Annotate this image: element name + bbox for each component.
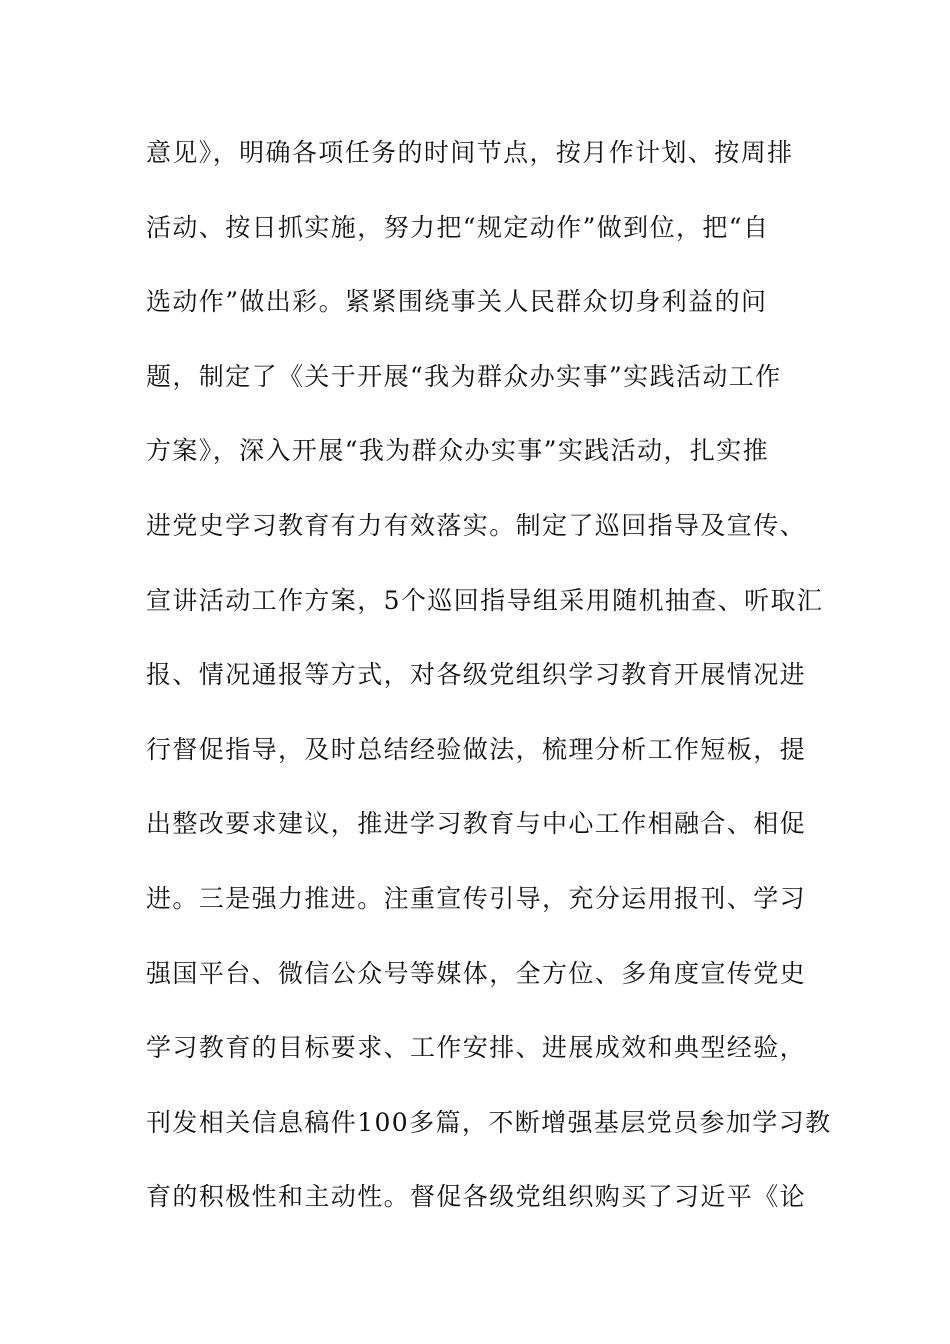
text-line: 刊发相关信息稿件100多篇，不断增强基层党员参加学习教 [146, 1107, 832, 1137]
body-paragraph [146, 128, 832, 1247]
text-line: 方案》，深入开展“我为群众办实事”实践活动，扎实推 [146, 436, 770, 466]
text-line: 学习教育的目标要求、工作安排、进展成效和典型经验， [146, 1033, 807, 1063]
text-line: 选动作”做出彩。紧紧围绕事关人民群众切身利益的问 [146, 287, 768, 317]
text-line: 进党史学习教育有力有效落实。制定了巡回指导及宣传、 [146, 510, 807, 540]
text-line: 报、情况通报等方式，对各级党组织学习教育开展情况进 [146, 660, 807, 690]
text-line: 宣讲活动工作方案，5个巡回指导组采用随机抽查、听取汇 [146, 585, 824, 615]
text-line: 题，制定了《关于开展“我为群众办实事”实践活动工作 [146, 361, 782, 391]
text-line: 出整改要求建议，推进学习教育与中心工作相融合、相促 [146, 809, 807, 839]
text-line: 育的积极性和主动性。督促各级党组织购买了习近平《论 [146, 1182, 807, 1212]
text-line: 活动、按日抓实施，努力把“规定动作”做到位，把“自 [146, 212, 770, 242]
text-line: 进。三是强力推进。注重宣传引导，充分运用报刊、学习 [146, 883, 807, 913]
text-line: 强国平台、微信公众号等媒体，全方位、多角度宣传党史 [146, 958, 807, 988]
text-line: 意见》，明确各项任务的时间节点，按月作计划、按周排 [146, 138, 794, 167]
text-line: 行督促指导，及时总结经验做法，梳理分析工作短板，提 [146, 734, 807, 764]
